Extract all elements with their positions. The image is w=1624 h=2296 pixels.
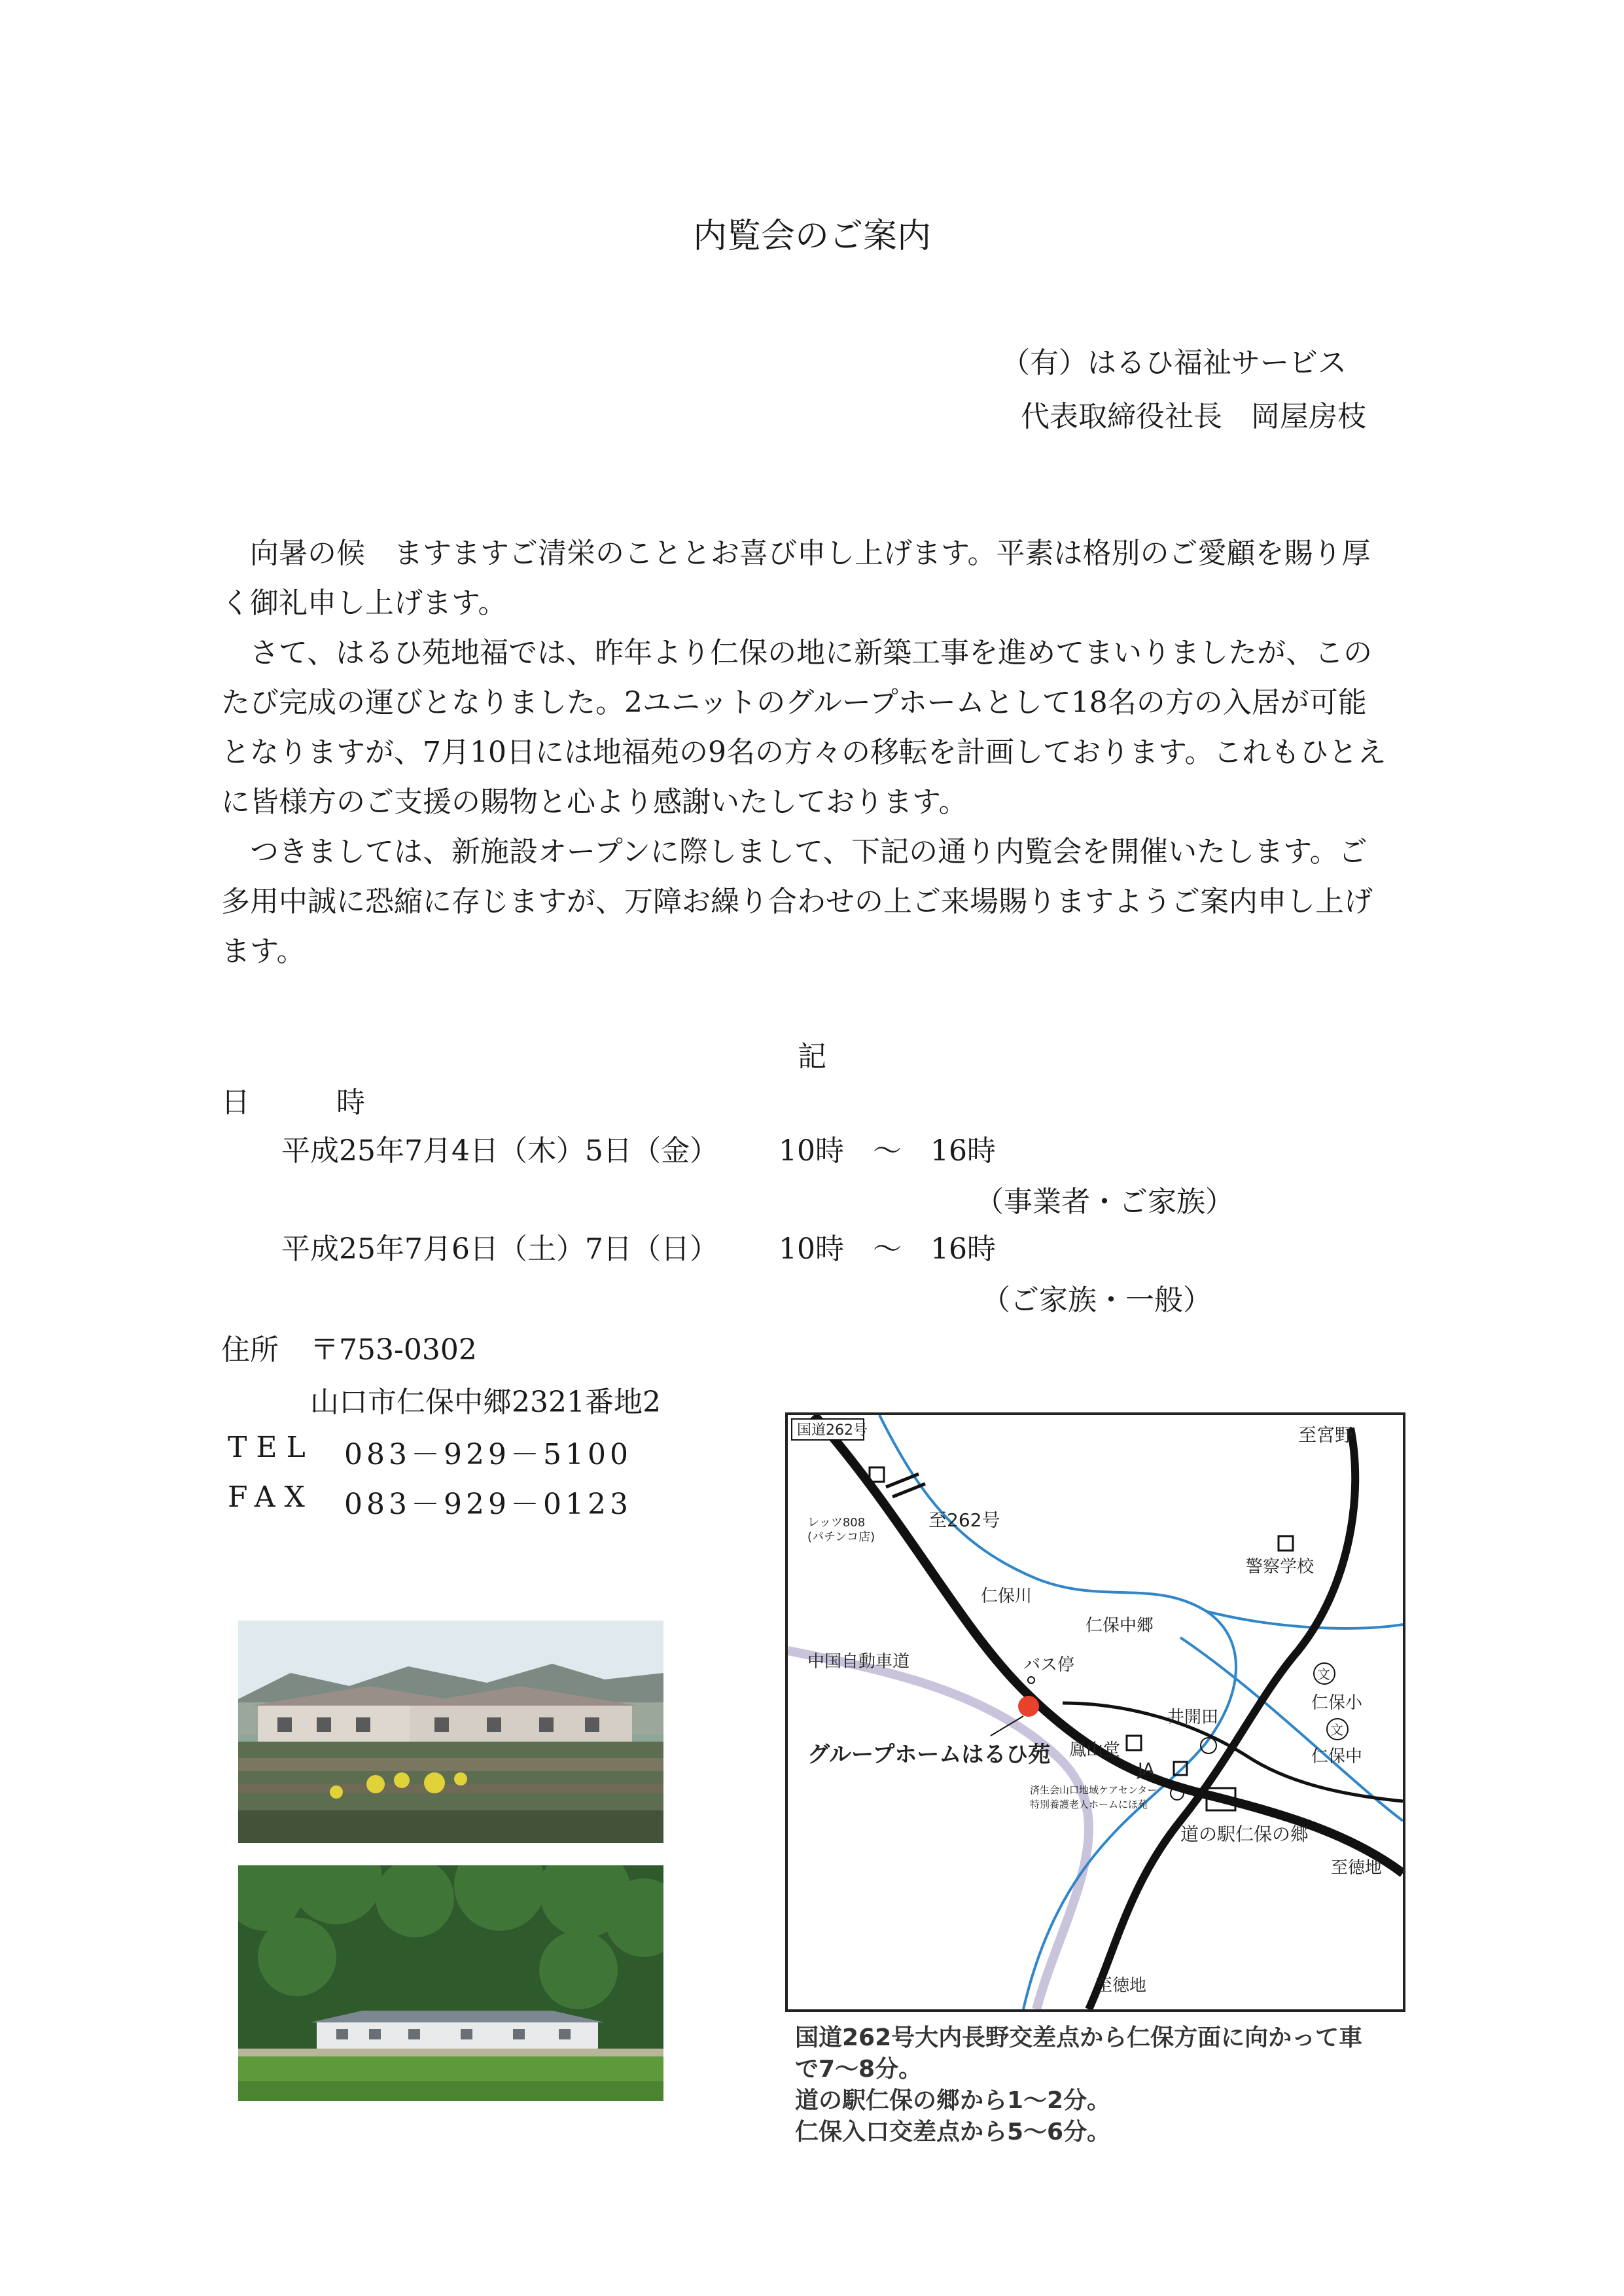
schedule-row-2-date: 平成25年7月6日（土）7日（日）	[281, 1232, 718, 1266]
direction-line-1: 国道262号大内長野交差点から仁保方面に向かって車	[795, 2024, 1363, 2051]
postal-code: 〒753-0302	[310, 1333, 477, 1367]
schedule-row-2-time: 10時 ～ 16時	[779, 1232, 996, 1266]
ki-heading: 記	[798, 1040, 826, 1073]
map-label-pachinko: レッツ808	[807, 1516, 866, 1530]
access-map	[785, 1412, 1405, 2012]
address-label: 住所	[221, 1333, 279, 1367]
page-title: 内覧会のご案内	[692, 217, 931, 256]
direction-line-2: で7～8分。	[795, 2056, 923, 2083]
map-label-ikaida: 井開田	[1167, 1708, 1219, 1727]
map-label-care-center: 済生会山口地域ケアセンター	[1030, 1784, 1157, 1796]
schedule-row-1-time: 10時 ～ 16時	[779, 1134, 996, 1168]
address-line: 山口市仁保中郷2321番地2	[310, 1386, 661, 1419]
map-label-nakago: 仁保中郷	[1086, 1616, 1154, 1636]
map-label-to-262: 至262号	[928, 1509, 1000, 1531]
sender-company: （有）はるひ福祉サービス	[1001, 346, 1347, 380]
map-label-nursing-home: 特別養護老人ホームにほ苑	[1030, 1799, 1148, 1810]
map-label-police-school: 警察学校	[1246, 1557, 1315, 1577]
directions-notes	[795, 2022, 1362, 2148]
map-label-expressway: 中国自動車道	[807, 1652, 910, 1672]
tel-number: 083－929－5100	[344, 1438, 632, 1471]
map-label-hozan: 鳳山堂	[1069, 1740, 1121, 1760]
map-label-route262: 国道262号	[797, 1422, 868, 1439]
fax-number: 083－929－0123	[344, 1488, 632, 1521]
facility-marker	[1018, 1696, 1039, 1717]
map-label-to-miyano: 至宮野	[1298, 1424, 1354, 1446]
map-label-bun-1: 文	[1317, 1666, 1330, 1682]
map-label-to-tokuji-2: 至徳地	[1095, 1976, 1147, 1996]
letter-body	[221, 529, 1392, 977]
map-label-school-1: 仁保小	[1311, 1693, 1363, 1713]
map-label-school-2: 仁保中	[1311, 1747, 1363, 1767]
schedule-label: 日 時	[221, 1086, 365, 1119]
paragraph-greeting: 向暑の候 ますますご清栄のこととお喜び申し上げます。平素は格別のご愛顧を賜り厚く御礼申し上げます。	[221, 537, 1371, 620]
direction-line-3: 道の駅仁保の郷から1～2分。	[795, 2087, 1111, 2114]
facility-photo-distant	[238, 1865, 663, 2101]
map-label-bun-2: 文	[1330, 1722, 1343, 1738]
schedule-row-1-date: 平成25年7月4日（木）5日（金）	[281, 1134, 718, 1168]
map-label-bus-stop: バス停	[1023, 1655, 1075, 1675]
map-label-nihogawa: 仁保川	[981, 1587, 1033, 1606]
map-label-to-tokuji-1: 至徳地	[1331, 1858, 1383, 1878]
map-label-facility: グループホームはるひ苑	[807, 1742, 1051, 1768]
tel-label: TEL	[228, 1431, 315, 1464]
fax-label: FAX	[228, 1480, 314, 1514]
direction-line-4: 仁保入口交差点から5～6分。	[795, 2119, 1111, 2145]
map-label-michinoeki: 道の駅仁保の郷	[1180, 1823, 1309, 1845]
map-label-pachinko-sub: (パチンコ店)	[807, 1530, 875, 1544]
schedule-row-2-audience: （ご家族・一般）	[981, 1283, 1212, 1317]
sender-representative: 代表取締役社長 岡屋房枝	[1021, 400, 1366, 433]
schedule-row-1-audience: （事業者・ご家族）	[975, 1185, 1234, 1219]
map-label-ja: JA	[1138, 1760, 1154, 1780]
facility-photo-front	[238, 1621, 663, 1843]
paragraph-announcement: さて、はるひ苑地福では、昨年より仁保の地に新築工事を進めてまいりましたが、このたび完成の運びとなりました。2ユニットのグループホームとして18名の方の入居が可能となりますが、7月10日には地福苑の9名の方々の移転を計画しております。これもひとえに皆様方のご支援の賜物と心より感謝いたしております。	[221, 636, 1386, 819]
paragraph-invitation: つきましては、新施設オープンに際しまして、下記の通り内覧会を開催いたします。ご多用中誠に恐縮に存じますが、万障お繰り合わせの上ご来場賜りますようご案内申し上げます。	[221, 835, 1373, 968]
